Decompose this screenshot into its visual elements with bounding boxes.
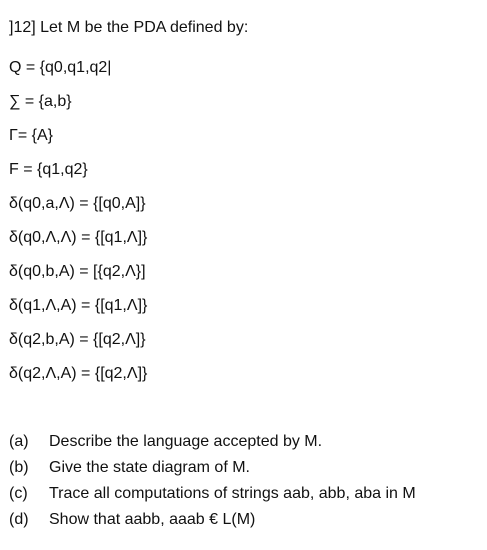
question-marker: (d) — [9, 511, 29, 528]
question-marker: (c) — [9, 485, 28, 502]
question-a — [9, 432, 322, 452]
question-marker: (a) — [9, 433, 29, 450]
transition-5: δ(q2,b,A) = {[q2,Λ]} — [9, 331, 146, 348]
transition-2: δ(q0,Λ,Λ) = {[q1,Λ]} — [9, 229, 148, 246]
problem-heading: ]12] Let M be the PDA defined by: — [9, 19, 249, 36]
stack-alphabet-definition: Γ= {A} — [9, 127, 53, 144]
transition-1: δ(q0,a,Λ) = {[q0,A]} — [9, 195, 146, 212]
question-text: Describe the language accepted by M. — [49, 433, 323, 450]
transition-4: δ(q1,Λ,A) = {[q1,Λ]} — [9, 297, 148, 314]
question-text: Give the state diagram of M. — [49, 459, 250, 476]
question-text: Show that aabb, aaab € L(M) — [49, 511, 256, 528]
final-states-definition: F = {q1,q2} — [9, 161, 88, 178]
transition-3: δ(q0,b,A) = [{q2,Λ}] — [9, 263, 146, 280]
question-b — [9, 458, 250, 478]
question-d — [9, 510, 255, 530]
states-definition: Q = {q0,q1,q2| — [9, 59, 112, 76]
question-text: Trace all computations of strings aab, abb, aba in M — [49, 485, 416, 502]
question-c — [9, 484, 416, 504]
transition-6: δ(q2,Λ,A) = {[q2,Λ]} — [9, 365, 148, 382]
input-alphabet-definition: ∑ = {a,b} — [9, 93, 72, 110]
question-marker: (b) — [9, 459, 29, 476]
